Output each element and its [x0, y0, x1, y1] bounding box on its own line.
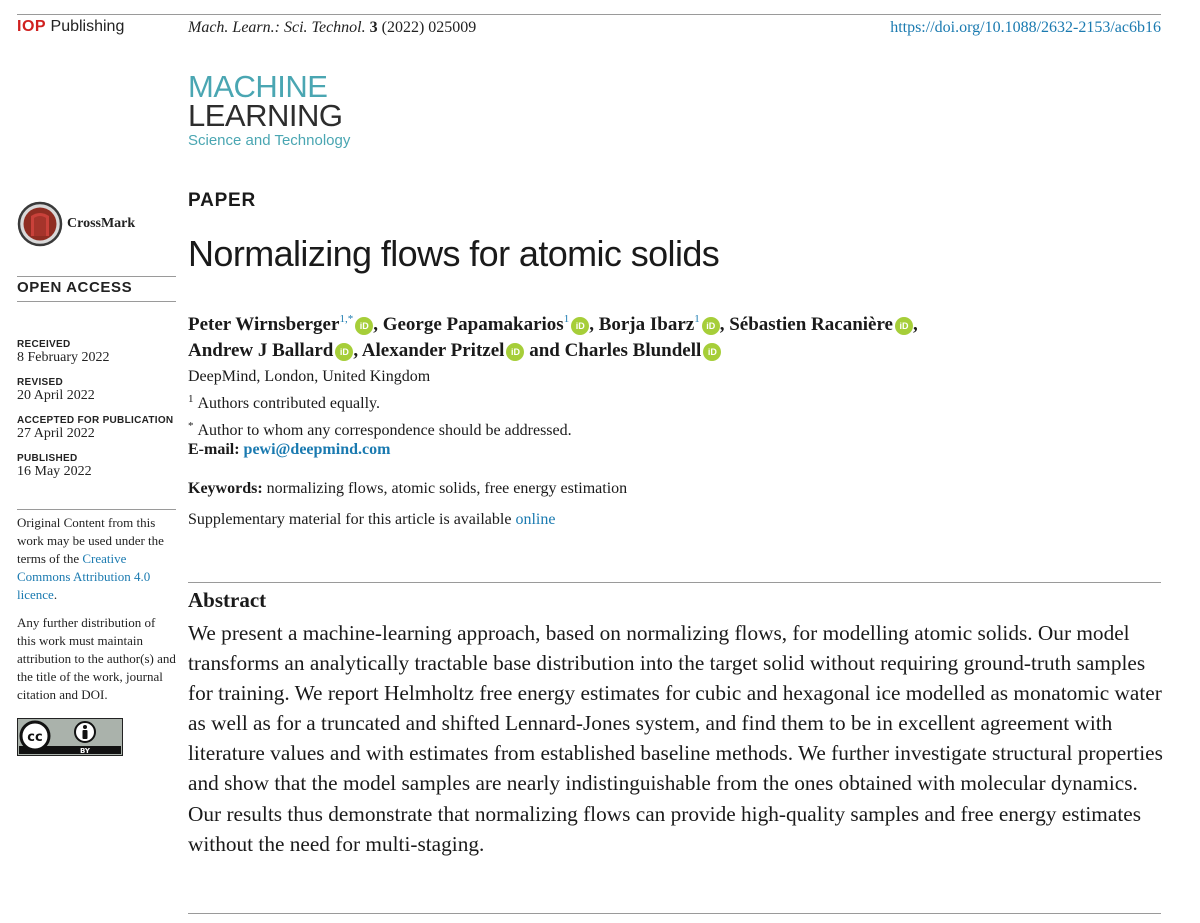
- supplementary-line: [188, 511, 555, 529]
- author-affil-mark: 1: [694, 313, 700, 325]
- footnote-text: Authors contributed equally.: [197, 395, 380, 412]
- abstract-bottom-rule: [188, 913, 1161, 914]
- journal-logo: [188, 69, 351, 152]
- date-label: PUBLISHED: [17, 453, 78, 464]
- date-value: 8 February 2022: [17, 350, 110, 365]
- cc-text: cc: [27, 730, 43, 745]
- author-affil-mark: 1: [563, 313, 570, 325]
- sidebar-rule: [17, 276, 176, 277]
- email-label: E-mail:: [188, 441, 240, 458]
- and-word: and: [529, 340, 560, 361]
- crossmark-icon: [17, 201, 63, 247]
- footnote-text: Author to whom any correspondence should be addressed.: [197, 422, 572, 439]
- by-text: BY: [79, 747, 91, 755]
- date-published: [17, 453, 176, 480]
- orcid-icon[interactable]: iD: [571, 317, 589, 335]
- license-notice: [17, 514, 176, 604]
- author-name[interactable]: Alexander Pritzel: [361, 340, 505, 361]
- license-link[interactable]: Creative Commons Attribution 4.0 licence: [17, 551, 151, 602]
- supplementary-text: Supplementary material for this article is available: [188, 511, 512, 528]
- orcid-icon[interactable]: iD: [702, 317, 720, 335]
- date-value: 27 April 2022: [17, 426, 95, 441]
- author-name[interactable]: Charles Blundell: [564, 340, 702, 361]
- footnote-correspondence: [188, 415, 572, 442]
- distribution-notice: Any further distribution of this work must maintain attribution to the author(s) and the title of the work, journal citation and DOI.: [17, 615, 176, 702]
- sidebar-rule: [17, 509, 176, 510]
- journal-name: Mach. Learn.: Sci. Technol.: [188, 19, 366, 36]
- paper-title: Normalizing flows for atomic solids: [188, 233, 720, 274]
- affiliations: [188, 366, 572, 442]
- journal-citation: [188, 19, 476, 37]
- author-name[interactable]: Borja Ibarz: [598, 314, 695, 335]
- footnote-mark: *: [188, 420, 194, 432]
- date-accepted: [17, 415, 176, 442]
- logo-line-1: MACHINE: [188, 69, 328, 104]
- footnote-mark: 1: [188, 393, 194, 405]
- email-line: [188, 441, 390, 459]
- supplementary-link[interactable]: online: [515, 511, 556, 528]
- author-name[interactable]: Peter Wirnsberger: [188, 314, 340, 335]
- publisher-text: Publishing: [50, 18, 125, 35]
- date-label: RECEIVED: [17, 339, 71, 350]
- abstract-rule: [188, 582, 1161, 583]
- date-label: ACCEPTED FOR PUBLICATION: [17, 415, 174, 426]
- abstract-body: We present a machine-learning approach, based on normalizing flows, for modelling atomic solids. Our model transforms an analytically tractable base distribution into the target solid without requiring ground-truth samples for training. We report Helmholtz free energy estimates for cubic and hexagonal ice modelled as monatomic water as well as for a truncated and shifted Lennard-Jones system, and find them to be in excellent agreement with literature values and with estimates from established baseline methods. We further investigate structural properties and show that the model samples are nearly indistinguishable from the ones obtained with molecular dynamics. Our results thus demonstrate that normalizing flows can provide high-quality samples and free energy estimates without the need for multi-staging.: [188, 621, 1163, 856]
- date-value: 20 April 2022: [17, 388, 95, 403]
- logo-line-3: Science and Technology: [188, 132, 351, 149]
- crossmark-badge[interactable]: [17, 200, 176, 248]
- license-end: .: [53, 587, 58, 602]
- orcid-icon[interactable]: iD: [355, 317, 373, 335]
- keywords-text: normalizing flows, atomic solids, free energy estimation: [266, 480, 628, 497]
- keywords-label: Keywords:: [188, 480, 263, 497]
- author-affil-mark: 1,*: [339, 313, 354, 325]
- journal-volume: 3: [369, 19, 378, 36]
- orcid-icon[interactable]: iD: [335, 343, 353, 361]
- orcid-icon[interactable]: iD: [506, 343, 524, 361]
- author-name[interactable]: Sébastien Racanière: [729, 314, 893, 335]
- cc-by-badge[interactable]: [17, 718, 176, 761]
- open-access-label: OPEN ACCESS: [17, 279, 133, 296]
- article-sidebar: [17, 200, 176, 761]
- header-rule: [17, 14, 1161, 15]
- author-name[interactable]: Andrew J Ballard: [188, 340, 334, 361]
- journal-year-article: (2022) 025009: [381, 19, 477, 36]
- author-name[interactable]: George Papamakarios: [382, 314, 564, 335]
- date-received: [17, 339, 176, 366]
- cc-by-icon: [17, 718, 123, 756]
- date-label: REVISED: [17, 377, 64, 388]
- footnote-equal-contribution: [188, 388, 572, 415]
- publisher-mark: IOP: [17, 18, 47, 35]
- sidebar-rule: [17, 301, 176, 302]
- author-list: Peter Wirnsberger$^{1,*}$iD , George Papamakarios$^1$iD , Borja Ibarz$^1$iD , Sébastien Racanière iD , Andrew J Ballard iD , Alexander Pritzel iD and Charles Blundell iD: [188, 313, 918, 361]
- orcid-icon[interactable]: iD: [895, 317, 913, 335]
- crossmark-label: CrossMark: [67, 216, 136, 231]
- abstract-heading: Abstract: [188, 588, 267, 612]
- orcid-icon[interactable]: iD: [703, 343, 721, 361]
- keywords-line: [188, 480, 627, 498]
- date-value: 16 May 2022: [17, 464, 92, 479]
- license-intro: Original Content from this work may be used under the terms of the: [17, 515, 164, 566]
- logo-line-2: LEARNING: [188, 98, 343, 133]
- publisher-logo[interactable]: [17, 18, 124, 36]
- date-revised: [17, 377, 176, 404]
- article-type-label: PAPER: [188, 190, 257, 211]
- dates-block: [17, 339, 176, 480]
- affiliation: DeepMind, London, United Kingdom: [188, 368, 431, 385]
- email-link[interactable]: pewi@deepmind.com: [243, 441, 391, 458]
- doi-link[interactable]: https://doi.org/10.1088/2632-2153/ac6b16: [890, 19, 1161, 36]
